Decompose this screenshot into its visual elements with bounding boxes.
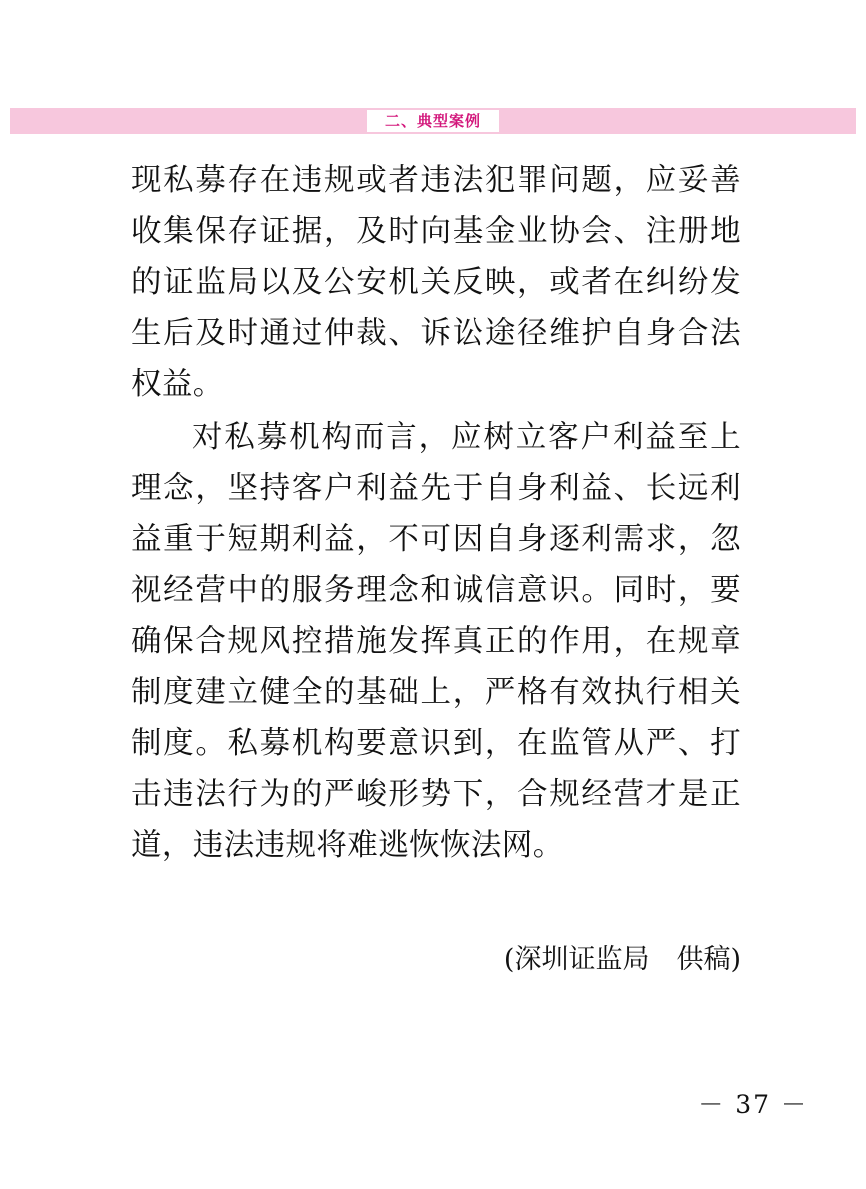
section-header-band [10,108,856,134]
page-number: － 37 － [698,1090,808,1119]
paragraph-1: 现私募存在违规或者违法犯罪问题，应妥善收集保存证据，及时向基金业协会、注册地的证监局以及公安机关反映，或者在纠纷发生后及时通过仲裁、诉讼途径维护自身合法权益。 [131,163,741,402]
document-body [131,155,741,871]
paragraph-2: 对私募机构而言，应树立客户利益至上理念，坚持客户利益先于自身利益、长远利益重于短期利益，不可因自身逐利需求，忽视经营中的服务理念和诚信意识。同时，要确保合规风控措施发挥真正的作用，在规章制度建立健全的基础上，严格有效执行相关制度。私募机构要意识到，在监管从严、打击违法行为的严峻形势下，合规经营才是正道，违法违规将难逃恢恢法网。 [131,420,741,863]
section-header-label: 二、典型案例 [367,110,499,132]
source-attribution: (深圳证监局 供稿) [503,944,741,975]
